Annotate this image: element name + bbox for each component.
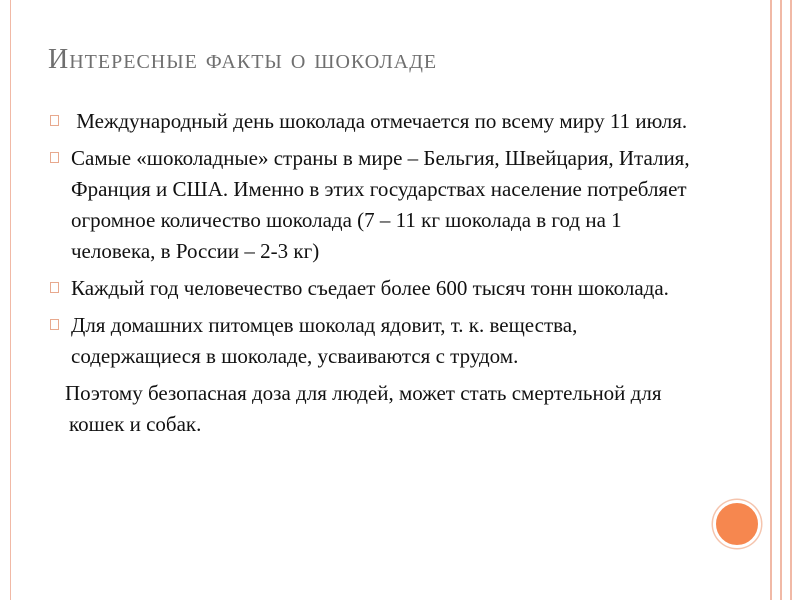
frame-line: [770, 0, 772, 600]
plain-paragraph-text: Поэтому безопасная доза для людей, может стать смертельной для кошек и собак.: [65, 381, 662, 436]
bullet-text: Каждый год человечество съедает более 600 тысяч тонн шоколада.: [71, 276, 669, 300]
bullet-text: Для домашних питомцев шоколад ядовит, т. к. вещества, содержащиеся в шоколаде, усваиваются с трудом.: [71, 313, 578, 368]
decorative-circle: [713, 500, 761, 548]
bullet-icon: [50, 152, 59, 163]
bullet-icon: [50, 115, 59, 126]
bullet-text: Международный день шоколада отмечается по всему миру 11 июля.: [71, 109, 688, 133]
frame-line: [780, 0, 782, 600]
bullet-item: [50, 310, 700, 372]
bullet-icon: [50, 282, 59, 293]
bullet-item: [50, 143, 700, 267]
frame-line: [790, 0, 792, 600]
bullet-item: [50, 273, 700, 304]
slide-content: [50, 106, 700, 446]
right-frame-border: [768, 0, 800, 600]
plain-paragraph: [50, 378, 700, 440]
slide-title: Интересные факты о шоколаде: [48, 44, 438, 75]
bullet-text: Самые «шоколадные» страны в мире – Бельгия, Швейцария, Италия, Франция и США. Именно в этих государствах население потребляет огромное количество шоколада (7 – 11 кг шоколада в год на 1 человека, в России – 2-3 кг): [71, 146, 690, 263]
bullet-item: [50, 106, 700, 137]
left-frame-border: [0, 0, 11, 600]
bullet-icon: [50, 319, 59, 330]
